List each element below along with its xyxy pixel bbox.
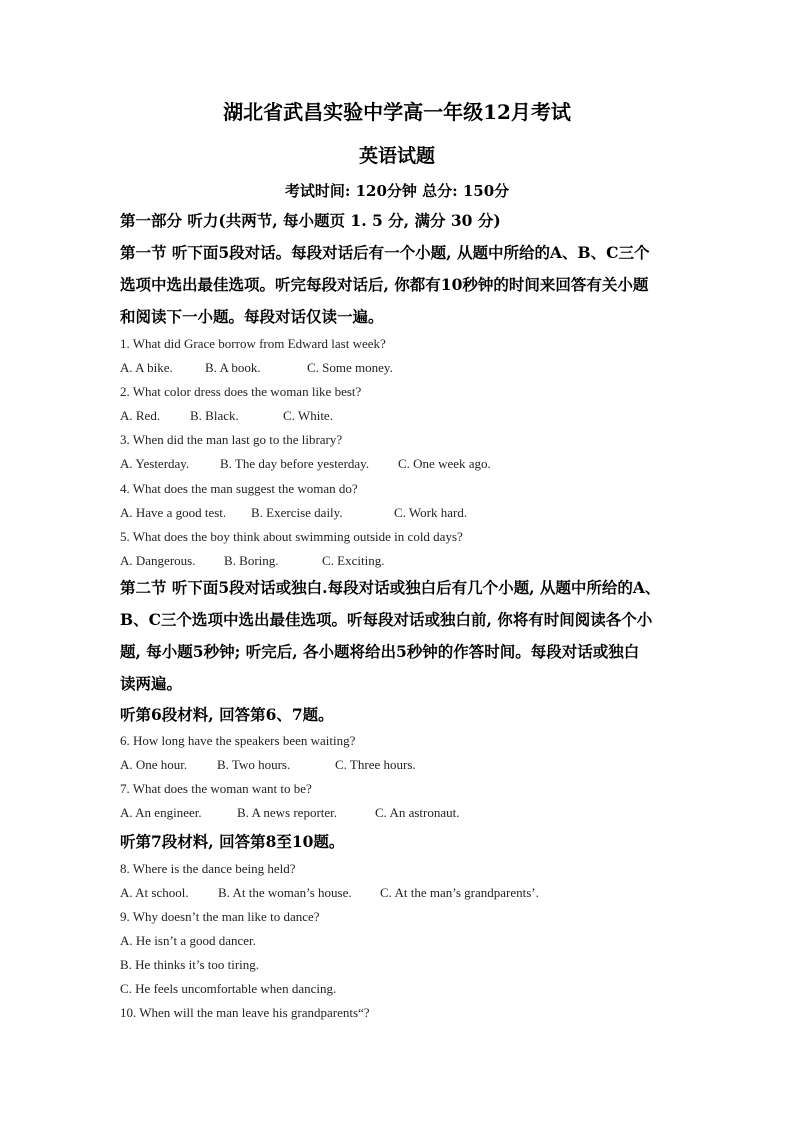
part1-heading: 第一部分 听力(共两节, 每小题页 1. 5 分, 满分 30 分) xyxy=(120,211,501,230)
subject-title: 英语试题 xyxy=(358,145,435,167)
option: A. Red. xyxy=(120,408,161,423)
question-4: 4. What does the man suggest the woman do? xyxy=(120,481,358,496)
question-6: 6. How long have the speakers been waiting? xyxy=(120,733,356,748)
option: A. At school. xyxy=(120,885,189,900)
options-3 xyxy=(120,456,491,472)
question-5: 5. What does the boy think about swimming outside in cold days? xyxy=(120,529,463,544)
section1-line: 和阅读下一小题。每段对话仅读一遍。 xyxy=(120,307,384,326)
options-7 xyxy=(120,805,460,821)
options-5 xyxy=(120,553,384,569)
option: C. Some money. xyxy=(307,360,393,375)
option: B. The day before yesterday. xyxy=(220,456,370,471)
option: C. Three hours. xyxy=(335,757,416,772)
option-9c: C. He feels uncomfortable when dancing. xyxy=(120,981,337,996)
option: A. Yesterday. xyxy=(120,456,190,471)
question-10: 10. When will the man leave his grandparents“? xyxy=(120,1005,370,1020)
option: C. White. xyxy=(283,408,333,423)
group7-heading: 听第7段材料, 回答第8至10题。 xyxy=(120,832,345,851)
question-8: 8. Where is the dance being held? xyxy=(120,861,296,876)
question-9: 9. Why doesn’t the man like to dance? xyxy=(120,909,320,924)
options-8 xyxy=(120,885,539,901)
section2-line: 题, 每小题5秒钟; 听完后, 各小题将给出5秒钟的作答时间。每段对话或独白 xyxy=(120,642,640,661)
option: A. Have a good test. xyxy=(120,505,227,520)
option: C. One week ago. xyxy=(398,456,491,471)
options-6 xyxy=(120,757,416,773)
section2-line: B、C三个选项中选出最佳选项。听每段对话或独白前, 你将有时间阅读各个小 xyxy=(120,610,653,629)
option: B. At the woman’s house. xyxy=(218,885,352,900)
option: A. One hour. xyxy=(120,757,188,772)
options-1 xyxy=(120,360,393,376)
section1-line: 选项中选出最佳选项。听完每段对话后, 你都有10秒钟的时间来回答有关小题 xyxy=(120,275,649,294)
option-9b: B. He thinks it’s too tiring. xyxy=(120,957,260,972)
section1-line: 第一节 听下面5段对话。每段对话后有一个小题, 从题中所给的A、B、C三个 xyxy=(120,243,650,262)
option: C. Work hard. xyxy=(394,505,468,520)
option: B. Exercise daily. xyxy=(251,505,343,520)
question-1: 1. What did Grace borrow from Edward last week? xyxy=(120,336,386,351)
section2-line: 读两遍。 xyxy=(120,674,183,693)
option: B. A book. xyxy=(205,360,261,375)
option: C. An astronaut. xyxy=(375,805,460,820)
exam-title: 湖北省武昌实验中学高一年级12月考试 xyxy=(223,100,571,124)
option: A. Dangerous. xyxy=(120,553,196,568)
question-2: 2. What color dress does the woman like best? xyxy=(120,384,362,399)
option: B. Black. xyxy=(190,408,239,423)
options-4 xyxy=(120,505,467,521)
question-7: 7. What does the woman want to be? xyxy=(120,781,312,796)
question-3: 3. When did the man last go to the library? xyxy=(120,432,343,447)
option: B. A news reporter. xyxy=(237,805,338,820)
group6-heading: 听第6段材料, 回答第6、7题。 xyxy=(120,705,334,724)
option: B. Two hours. xyxy=(217,757,291,772)
option: B. Boring. xyxy=(224,553,279,568)
section2-line: 第二节 听下面5段对话或独白.每段对话或独白后有几个小题, 从题中所给的A、 xyxy=(120,578,661,597)
option: A. An engineer. xyxy=(120,805,202,820)
option: A. A bike. xyxy=(120,360,173,375)
option: C. At the man’s grandparents’. xyxy=(380,885,539,900)
option-9a: A. He isn’t a good dancer. xyxy=(120,933,256,948)
options-2 xyxy=(120,408,333,424)
exam-info: 考试时间: 120分钟 总分: 150分 xyxy=(284,182,510,200)
option: C. Exciting. xyxy=(322,553,385,568)
